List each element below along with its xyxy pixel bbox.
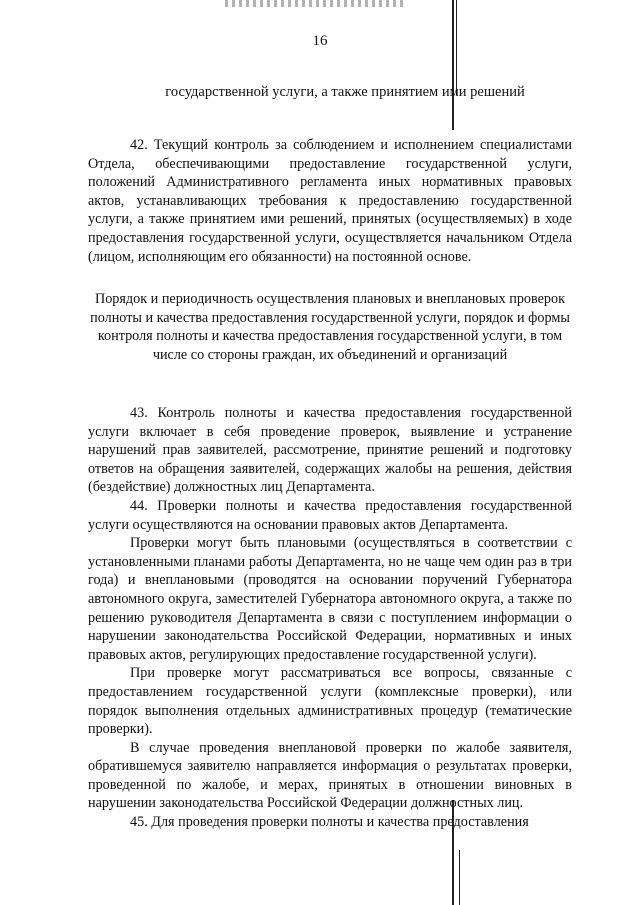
section-42 <box>88 136 572 266</box>
section-heading: Порядок и периодичность осуществления плановых и внеплановых проверок полноты и качества предоставления государственной услуги, порядок и формы контроля полноты и качества предоставления государственной услуги, в том числе со стороны граждан, их объединений и организаций <box>90 291 570 363</box>
paragraph: 45. Для проведения проверки полноты и качества предоставления <box>130 814 529 831</box>
paragraph: 44. Проверки полноты и качества предоставления государственной услуги осуществляются на основании правовых актов Департамента. <box>88 497 572 533</box>
paragraph: В случае проведения внеплановой проверки по жалобе заявителя, обратившемуся заявителю направляется информация о результатах проверки, проведенной по жалобе, и мерах, принятых в отношении виновных в нарушении законодательства Российской Федерации должностных лиц. <box>88 739 572 812</box>
body-text <box>88 404 572 832</box>
scan-artifact-line <box>459 850 460 905</box>
page-number: 16 <box>312 33 328 49</box>
paragraph: 42. Текущий контроль за соблюдением и исполнением специалистами Отдела, обеспечивающими предоставление государственной услуги, положений Административного регламента иных нормативных правовых актов, устанавливающих требования к предоставлению государственной услуги, а также принятием ими решений, принятых (осуществляемых) в ходе предоставления государственной услуги, осуществляется начальником Отдела (лицом, исполняющим его обязанности) на постоянной основе. <box>88 137 572 265</box>
paragraph: При проверке могут рассматриваться все вопросы, связанные с предоставлением государственной услуги (комплексные проверки), или порядок выполнения отдельных административных процедур (тематические проверки). <box>88 665 572 738</box>
scan-artifact-line <box>452 0 454 130</box>
paragraph: Проверки могут быть плановыми (осуществляться в соответствии с установленными планами работы Департамента, но не чаще чем один раз в три года) и внеплановыми (проводятся на основании поручений Губернатора автономного округа, заместителей Губернатора автономного округа, а также по решению руководителя Департамента в связи с поступлением информации о нарушении законодательства Российской Федерации, нормативных и иных правовых актов, регулирующих предоставление государственной услуги). <box>88 535 572 663</box>
paragraph: 43. Контроль полноты и качества предоставления государственной услуги включает в себя проведение проверок, выявление и устранение нарушений прав заявителей, рассмотрение, принятие решений и подготовку ответов на обращения заявителей, содержащих жалобы на решения, действия (бездействие) должностных лиц Департамента. <box>88 405 572 496</box>
continuation-line: государственной услуги, а также принятием ими решений <box>165 84 525 100</box>
scan-artifact-top <box>225 0 405 7</box>
